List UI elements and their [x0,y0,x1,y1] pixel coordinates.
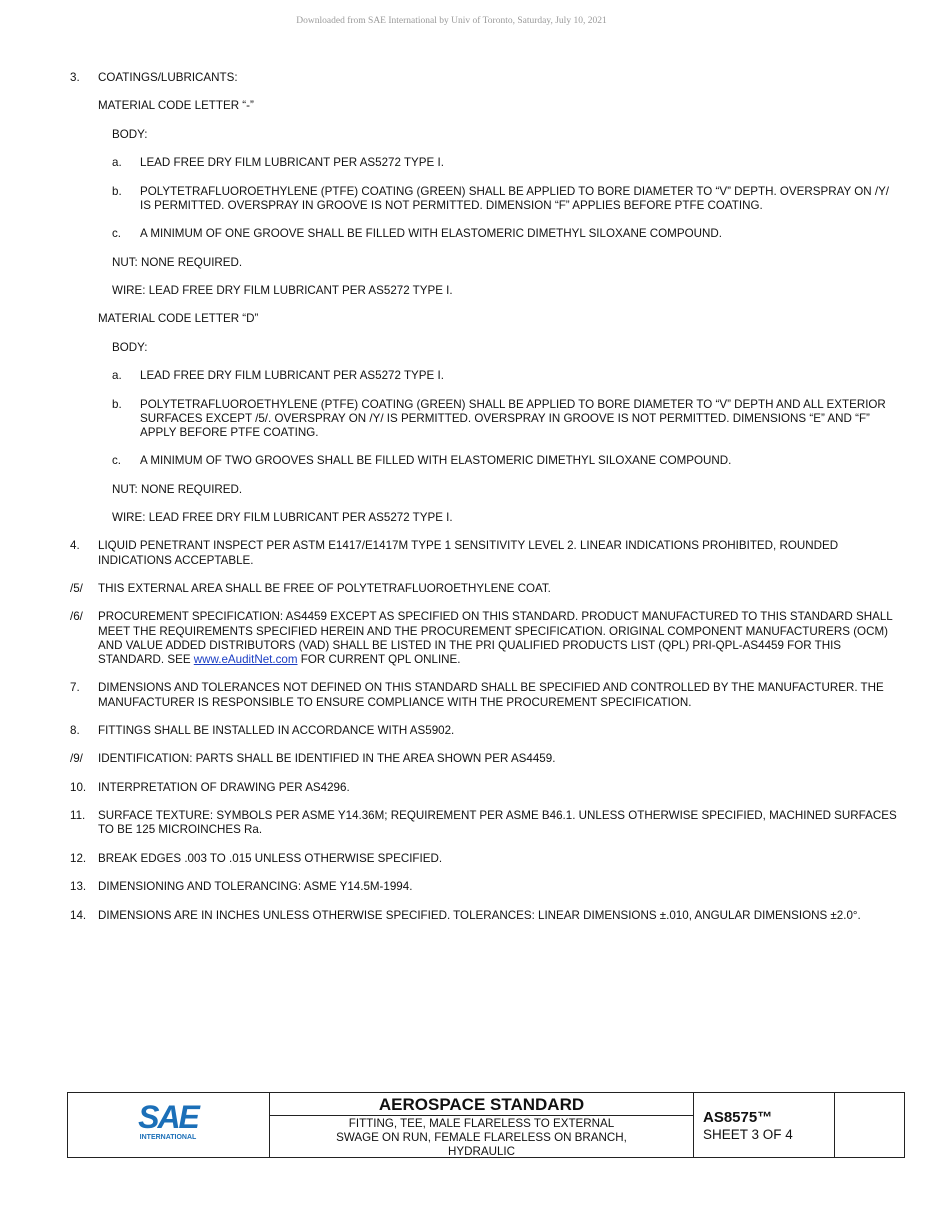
wire-note: WIRE: LEAD FREE DRY FILM LUBRICANT PER AS5272 TYPE I. [112,511,453,525]
item-letter: a. [112,156,122,170]
list-item [70,369,900,383]
note-text: FITTINGS SHALL BE INSTALLED IN ACCORDANCE WITH AS5902. [98,724,455,738]
note-text: THIS EXTERNAL AREA SHALL BE FREE OF POLYTETRAFLUOROETHYLENE COAT. [98,582,551,596]
part-description [270,1116,693,1159]
note-text: DIMENSIONS AND TOLERANCES NOT DEFINED ON THIS STANDARD SHALL BE SPECIFIED AND CONTROLLED BY THE MANUFACTURER. THE MANUFACTURER IS RESPONSIBLE TO ENSURE COMPLIANCE WITH THE PROCUREMENT SPECIFICATION. [98,681,884,709]
item-letter: b. [112,184,122,198]
sae-logo-text: SAE [138,1099,198,1135]
sae-logo-sub-text: INTERNATIONAL [139,1134,197,1141]
title-cell [270,1093,694,1157]
sheet-number: SHEET 3 OF 4 [703,1127,793,1142]
wire-note: WIRE: LEAD FREE DRY FILM LUBRICANT PER AS5272 TYPE I. [112,283,453,297]
item-letter: c. [112,227,122,241]
note-text [98,610,900,667]
note-text-after: FOR CURRENT QPL ONLINE. [297,653,461,667]
description-line: HYDRAULIC [448,1145,515,1158]
note-number: /6/ [70,610,83,624]
note-number: 7. [70,681,80,695]
note-4 [70,539,900,567]
note-number: 11. [70,809,86,823]
item-text: LEAD FREE DRY FILM LUBRICANT PER AS5272 TYPE I. [140,369,444,383]
note-number: 14. [70,908,87,922]
list-item [70,227,900,241]
material-code-d-title: MATERIAL CODE LETTER “D” [98,312,259,326]
note-7 [70,681,900,709]
note-5 [70,582,900,596]
part-number: AS8575™ [703,1109,773,1126]
note-12 [70,852,900,866]
note-text: DIMENSIONS ARE IN INCHES UNLESS OTHERWISE SPECIFIED. TOLERANCES: LINEAR DIMENSIONS ±.010, ANGULAR DIMENSIONS ±2.0°. [98,908,861,922]
note-number: /5/ [70,582,83,596]
note-text: LIQUID PENETRANT INSPECT PER ASTM E1417/E1417M TYPE 1 SENSITIVITY LEVEL 2. LINEAR INDICATIONS PROHIBITED, ROUNDED INDICATIONS ACCEPTABLE. [98,539,839,567]
note-6 [70,610,900,667]
notes-list [70,71,900,937]
eauditnet-link[interactable]: www.eAuditNet.com [193,653,298,667]
note-3 [70,71,900,85]
note-9 [70,752,900,766]
note-text: BREAK EDGES .003 TO .015 UNLESS OTHERWISE SPECIFIED. [98,851,443,865]
note-number: 13. [70,880,87,894]
note-number: /9/ [70,752,83,766]
item-text: POLYTETRAFLUOROETHYLENE (PTFE) COATING (GREEN) SHALL BE APPLIED TO BORE DIAMETER TO “V” DEPTH AND ALL EXTERIOR SURFACES EXCEPT /5/. OVERSPRAY ON /Y/ IS PERMITTED. OVERSPRAY IN GROOVE IS NOT PERMITTED. DIMENSIONS “E” AND “F” APPLY BEFORE PTFE COATING. [140,397,886,439]
title-block [67,1092,905,1158]
list-item [70,185,900,213]
item-text: POLYTETRAFLUOROETHYLENE (PTFE) COATING (GREEN) SHALL BE APPLIED TO BORE DIAMETER TO “V” DEPTH. OVERSPRAY ON /Y/ IS PERMITTED. OVERSPRAY IN GROOVE IS NOT PERMITTED. DIMENSION “F” APPLIES BEFORE PTFE COATING. [140,184,890,212]
note-14 [70,909,900,923]
item-text: A MINIMUM OF TWO GROOVES SHALL BE FILLED WITH ELASTOMERIC DIMETHYL SILOXANE COMPOUND. [140,454,732,468]
note-number: 4. [70,539,80,553]
nut-note: NUT: NONE REQUIRED. [112,255,243,269]
list-item [70,398,900,441]
note-text: DIMENSIONING AND TOLERANCING: ASME Y14.5M-1994. [98,880,413,894]
item-letter: a. [112,369,122,383]
logo-cell [68,1093,270,1157]
list-item [70,156,900,170]
note-title: COATINGS/LUBRICANTS: [98,71,238,84]
note-text: SURFACE TEXTURE: SYMBOLS PER ASME Y14.36M; REQUIREMENT PER ASME B46.1. UNLESS OTHERWISE SPECIFIED, MACHINED SURFACES TO BE 125 MICROINCHES Ra. [98,809,897,837]
list-item [70,454,900,468]
note-number: 10. [70,780,87,794]
nut-note: NUT: NONE REQUIRED. [112,482,243,496]
note-number: 3. [70,71,80,84]
note-13 [70,880,900,894]
item-text: LEAD FREE DRY FILM LUBRICANT PER AS5272 TYPE I. [140,156,444,170]
note-text-before: PROCUREMENT SPECIFICATION: AS4459 EXCEPT AS SPECIFIED ON THIS STANDARD. PRODUCT MANUFACTURED TO THIS STANDARD SHALL MEET THE REQUIREMENTS SPECIFIED HEREIN AND THE PROCUREMENT SPECIFICATION. ORIGINAL COMPONENT MANUFACTURERS (OCM) AND VALUE ADDED DISTRIBUTORS (VAD) SHALL BE LISTED IN THE PRI QUALIFIED PRODUCTS LIST (QPL) PRI-QPL-AS4459 FOR THIS STANDARD. SEE [98,610,893,667]
number-cell [694,1093,835,1157]
standard-type: AEROSPACE STANDARD [270,1093,693,1116]
note-text: INTERPRETATION OF DRAWING PER AS4296. [98,780,350,794]
note-number: 8. [70,724,80,738]
note-number: 12. [70,851,87,865]
item-letter: c. [112,454,122,468]
note-11 [70,809,900,837]
sae-logo-icon [135,1099,203,1141]
body-label: BODY: [112,340,148,354]
item-text: A MINIMUM OF ONE GROOVE SHALL BE FILLED WITH ELASTOMERIC DIMETHYL SILOXANE COMPOUND. [140,227,722,241]
description-line: FITTING, TEE, MALE FLARELESS TO EXTERNAL [348,1117,615,1130]
revision-cell [835,1093,905,1157]
note-8 [70,724,900,738]
description-line: SWAGE ON RUN, FEMALE FLARELESS ON BRANCH, [336,1131,627,1144]
note-10 [70,781,900,795]
body-label: BODY: [112,127,148,141]
note-text: IDENTIFICATION: PARTS SHALL BE IDENTIFIED IN THE AREA SHOWN PER AS4459. [98,752,556,766]
item-letter: b. [112,397,122,411]
material-code-dash-title: MATERIAL CODE LETTER “-” [98,99,254,113]
download-watermark: Downloaded from SAE International by Univ of Toronto, Saturday, July 10, 2021 [296,16,607,26]
